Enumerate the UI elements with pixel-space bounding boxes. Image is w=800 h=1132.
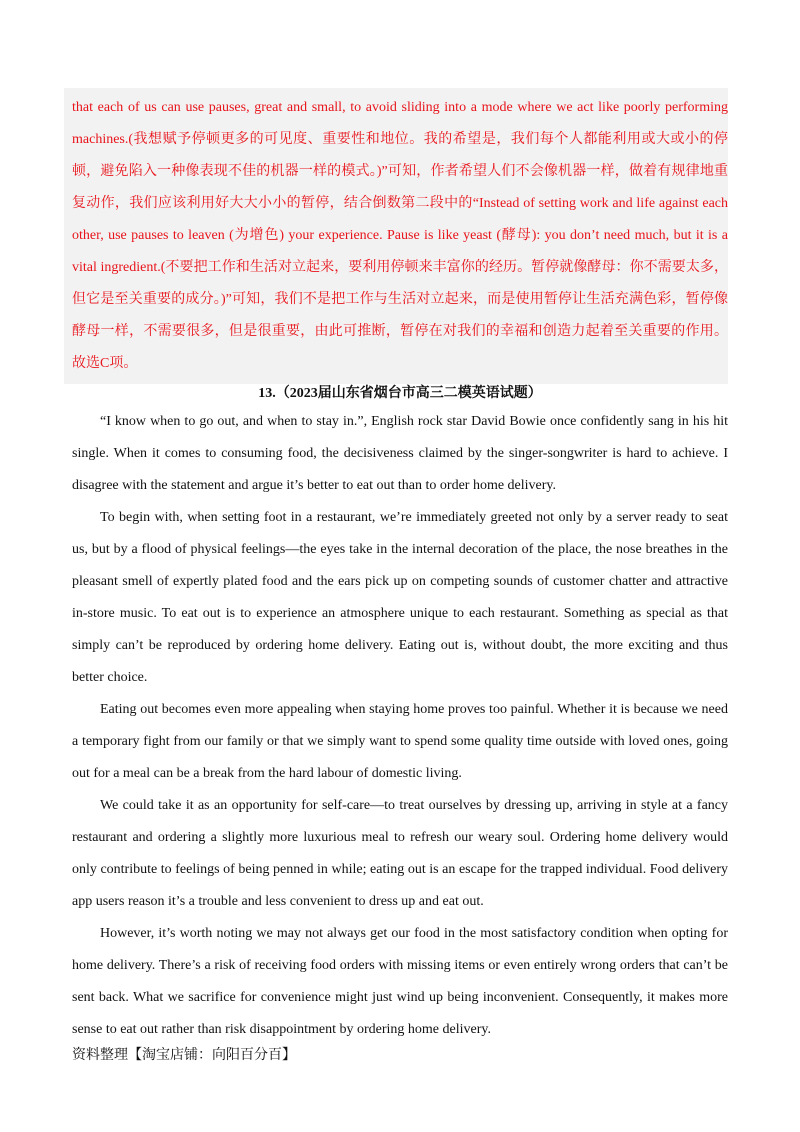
passage-paragraph-4: We could take it as an opportunity for self-care—to treat ourselves by dressing up, arriving in style at a fancy restaurant and ordering a slightly more luxurious meal to refresh our weary soul. Ordering home delivery would only contribute to feelings of being penned in while; eating out is an escape for the trapped individual. Food delivery app users reason it’s a trouble and less convenient to dress up and eat out.: [72, 798, 728, 909]
passage-paragraph-5: However, it’s worth noting we may not always get our food in the most satisfactory condition when opting for home delivery. There’s a risk of receiving food orders with missing items or even entirely wrong orders that can’t be sent back. What we sacrifice for convenience might just wind up being inconvenient. Consequently, it makes more sense to eat out rather than risk disappointment by ordering home delivery.: [72, 926, 728, 1037]
answer-explanation-box: [64, 88, 728, 384]
question-title: 13.（2023届山东省烟台市高三二模英语试题）: [258, 386, 542, 401]
reading-passage: [72, 406, 728, 1046]
answer-explanation-text: that each of us can use pauses, great and small, to avoid sliding into a mode where we act like poorly performing machines.(我想赋予停顿更多的可见度、重要性和地位。我的希望是，我们每个人都能利用或大或小的停顿，避免陷入一种像表现不佳的机器一样的模式。)”可知，作者希望人们不会像机器一样，做着有规律地重复动作，我们应该利用好大大小小的暂停，结合倒数第二段中的“Instead of setting work and life against each other, use pauses to leaven (为增色) your experience. Pause is like yeast (酵母): you don’t need much, but it is a vital ingredient.(不要把工作和生活对立起来，要利用停顿来丰富你的经历。暂停就像酵母：你不需要太多，但它是至关重要的成分。)”可知，我们不是把工作与生活对立起来，而是使用暂停让生活充满色彩，暂停像酵母一样，不需要很多，但是很重要，由此可推断，暂停在对我们的幸福和创造力起着至关重要的作用。故选C项。: [72, 100, 728, 371]
passage-paragraph-3: Eating out becomes even more appealing when staying home proves too painful. Whether it is because we need a temporary fight from our family or that we simply want to spend some quality time outside with loved ones, going out for a meal can be a break from the hard labour of domestic living.: [72, 702, 728, 781]
footer-source-note: 资料整理【淘宝店铺：向阳百分百】: [72, 1048, 296, 1063]
passage-paragraph-2: To begin with, when setting foot in a restaurant, we’re immediately greeted not only by a server ready to seat us, but by a flood of physical feelings—the eyes take in the internal decoration of the place, the nose breathes in the pleasant smell of expertly plated food and the ears pick up on competing sounds of customer chatter and attractive in-store music. To eat out is to experience an atmosphere unique to each restaurant. Something as special as that simply can’t be reproduced by ordering home delivery. Eating out is, without doubt, the more exciting and thus better choice.: [72, 510, 728, 685]
passage-paragraph-1: “I know when to go out, and when to stay in.”, English rock star David Bowie once confidently sang in his hit single. When it comes to consuming food, the decisiveness claimed by the singer-songwriter is hard to achieve. I disagree with the statement and argue it’s better to eat out than to order home delivery.: [72, 414, 728, 493]
